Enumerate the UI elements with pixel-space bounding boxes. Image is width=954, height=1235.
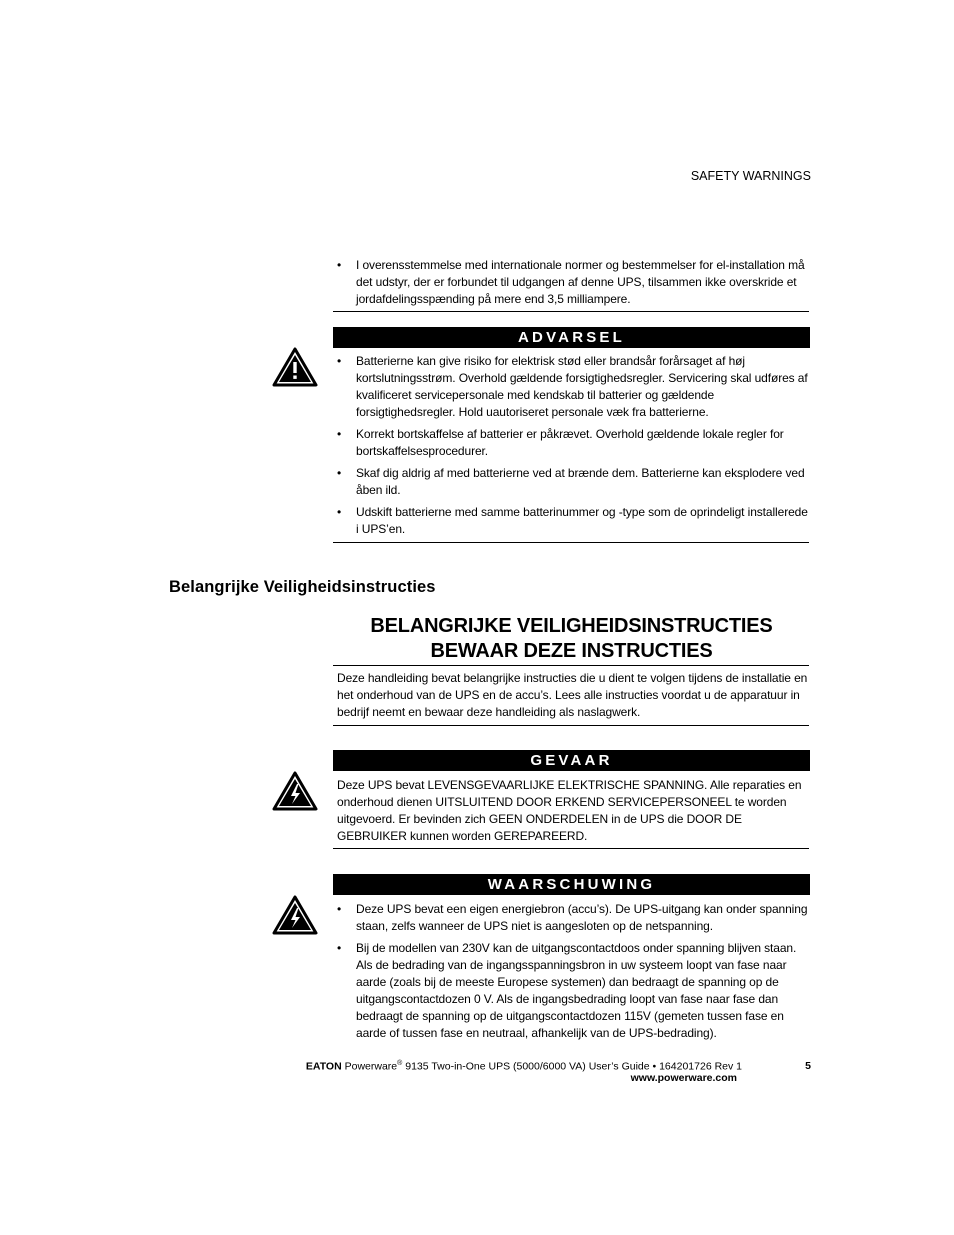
bullet: • (337, 466, 342, 480)
list-item (333, 504, 809, 538)
footer-registered: ® (397, 1060, 403, 1067)
divider (333, 725, 809, 726)
footer-product: Powerware (344, 1060, 398, 1073)
waarschuwing-banner: WAARSCHUWING (333, 874, 810, 895)
list-item (333, 353, 809, 421)
bullet: • (337, 354, 342, 368)
electrical-hazard-icon (271, 894, 319, 936)
list-item-text: Bij de modellen van 230V kan de uitgangscontactdoos onder spanning blijven staan. Als de bedrading van de ingangsspanningsbron in uw systeem loopt van fase naar aarde (zoals bij de meeste Europese systemen) dan bedraagt de spanning op de uitgangscontactdozen 0 V. Als de ingangsbedrading loopt van fase naar fase dan bedraagt de spanning op de uitgangscontactdozen 115V (gemeten tussen fase en aarde of tussen fase en neutraal, afhankelijk van de UPS-bedrading). (356, 941, 797, 1040)
list-item-text: Deze UPS bevat een eigen energiebron (accu’s). De UPS-uitgang kan onder spanning staan, zelfs wanneer de UPS niet is aangesloten op de netspanning. (356, 902, 808, 933)
intro-list (333, 257, 809, 308)
footer-url[interactable]: www.powerware.com (630, 1072, 737, 1084)
electrical-hazard-icon (271, 770, 319, 812)
advarsel-content (333, 353, 809, 538)
main-title (333, 614, 810, 664)
divider (333, 311, 809, 312)
list-item (333, 901, 809, 935)
list-item-text: Korrekt bortskaffelse af batterier er påkrævet. Overhold gældende lokale regler for bortskaffelsesprocedurer. (356, 427, 784, 458)
waarschuwing-list (333, 901, 809, 1042)
running-header: SAFETY WARNINGS (690, 169, 811, 183)
bullet: • (337, 902, 342, 916)
bullet: • (337, 941, 342, 955)
footer-line (272, 1060, 742, 1073)
bullet: • (337, 505, 342, 519)
gevaar-banner: GEVAAR (333, 750, 810, 771)
intro-list-block (333, 257, 809, 308)
footer-url-row (272, 1072, 737, 1084)
bullet: • (337, 427, 342, 441)
list-item (333, 257, 809, 308)
advarsel-banner: ADVARSEL (333, 327, 810, 348)
bullet: • (337, 258, 342, 272)
intro-paragraph: Deze handleiding bevat belangrijke instructies die u dient te volgen tijdens de installatie en het onderhoud van de UPS en de accu’s. Lees alle instructies voordat u de apparatuur in bedrijf neemt en bewaar deze handleiding als naslagwerk. (337, 671, 808, 719)
list-item-text: Udskift batterierne med samme batterinummer og -type som de oprindeligt installerede i UPS’en. (356, 505, 808, 536)
gevaar-text: Deze UPS bevat LEVENSGEVAARLIJKE ELEKTRISCHE SPANNING. Alle reparaties en onderhoud dienen UITSLUITEND DOOR ERKEND SERVICEPERSONEEL te worden uitgevoerd. Er bevinden zich GEEN ONDERDELEN in de UPS die DOOR DE GEBRUIKER kunnen worden GEREPAREERD. (337, 778, 802, 843)
page-number-text: 5 (805, 1060, 811, 1072)
main-title-line-2: BEWAAR DEZE INSTRUCTIES (430, 640, 713, 662)
list-item (333, 940, 809, 1042)
list-item-text: Batterierne kan give risiko for elektrisk stød eller brandsår forårsaget af høj kortslutningsstrøm. Overhold gældende forsigtighedsregler. Servicering skal udføres af kvalificeret servicepersonale med kendskab til batterier og gældende forsigtighedsregler. Hold uautoriseret personale væk fra batterierne. (356, 354, 808, 419)
divider (333, 848, 809, 849)
list-item-text: I overensstemmelse med internationale normer og bestemmelser for el-installation må det udstyr, der er forbundet til udgangen af denne UPS, tilsammen ikke overskride et jordafdelingsspænding på mere end 3,5 milliampere. (356, 258, 805, 306)
exclamation-warning-icon (271, 346, 319, 388)
section-heading: Belangrijke Veiligheidsinstructies (169, 578, 436, 596)
list-item-text: Skaf dig aldrig af med batterierne ved at brænde dem. Batterierne kan eksplodere ved åben ild. (356, 466, 805, 497)
waarschuwing-content (333, 901, 809, 1042)
page-number (790, 1060, 811, 1072)
advarsel-list (333, 353, 809, 538)
list-item (333, 465, 809, 499)
divider (333, 665, 809, 666)
list-item (333, 426, 809, 460)
divider (333, 542, 809, 543)
main-title-line-1: BELANGRIJKE VEILIGHEIDSINSTRUCTIES (370, 615, 773, 637)
footer-brand: EATON (305, 1060, 342, 1073)
footer-guide: 9135 Two-in-One UPS (5000/6000 VA) User’s Guide • 164201726 Rev 1 (402, 1060, 742, 1073)
